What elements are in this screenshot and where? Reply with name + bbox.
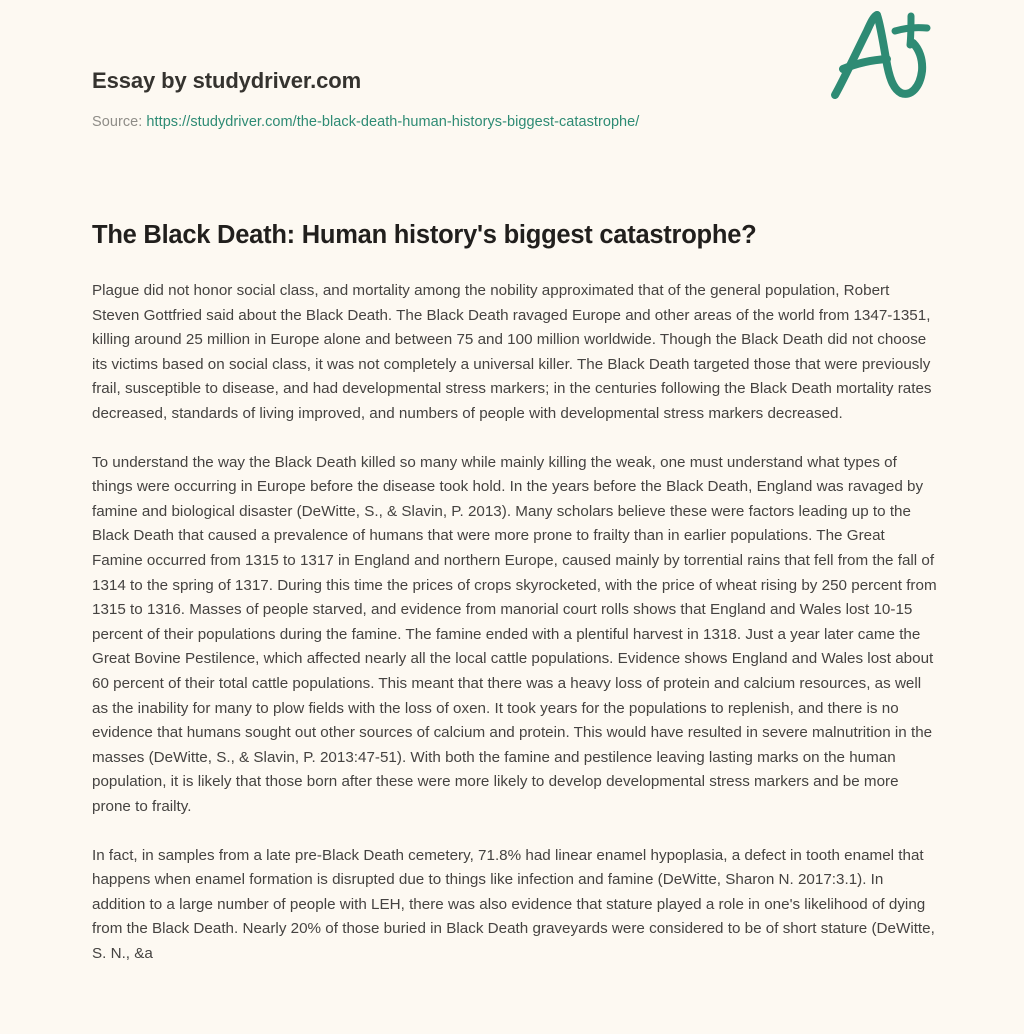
- essay-body: [92, 252, 938, 966]
- paragraph: In fact, in samples from a late pre-Black Death cemetery, 71.8% had linear enamel hypoplasia, a defect in tooth enamel that happens when enamel formation is disrupted due to things like infection and famine (DeWitte, Sharon N. 2017:3.1). In addition to a large number of people with LEH, there was also evidence that stature played a role in one's likelihood of dying from the Black Death. Nearly 20% of those buried in Black Death graveyards were considered to be of short stature (DeWitte, S. N., &a: [92, 846, 935, 962]
- page-header: [92, 0, 932, 132]
- paragraph: To understand the way the Black Death killed so many while mainly killing the weak, one must understand what types of things were occurring in Europe before the disease took hold. In the years before the Black Death, England was ravaged by famine and biological disaster (DeWitte, S., & Slavin, P. 2013). Many scholars believe these were factors leading up to the Black Death that caused a prevalence of humans that were more prone to frailty than in earlier populations. The Great Famine occurred from 1315 to 1317 in England and northern Europe, caused mainly by torrential rains that fell from the fall of 1314 to the spring of 1317. During this time the prices of crops skyrocketed, with the price of wheat rising by 250 percent from 1315 to 1316. Masses of people starved, and evidence from manorial court rolls shows that England and Wales lost 10-15 percent of their populations during the famine. The famine ended with a plentiful harvest in 1318. Just a year later came the Great Bovine Pestilence, which affected nearly all the local cattle populations. Evidence shows England and Wales lost about 60 percent of their total cattle populations. This meant that there was a heavy loss of protein and calcium resources, as well as the inability for many to plow fields with the loss of oxen. It took years for the populations to replenish, and there is no evidence that humans sought out other sources of calcium and protein. This would have resulted in severe malnutrition in the masses (DeWitte, S., & Slavin, P. 2013:47-51). With both the famine and pestilence leaving lasting marks on the human population, it is likely that those born after these were more likely to develop developmental stress markers and be more prone to frailty.: [92, 453, 937, 815]
- brand-title: Essay by studydriver.com: [92, 68, 362, 93]
- source-url-link[interactable]: https://studydriver.com/the-black-death-human-historys-biggest-catastrophe/: [146, 114, 640, 131]
- source-label: Source:: [92, 114, 143, 131]
- source-line: [92, 113, 932, 132]
- paragraph: Plague did not honor social class, and mortality among the nobility approximated that of the general population, Robert Steven Gottfried said about the Black Death. The Black Death ravaged Europe and other areas of the world from 1347-1351, killing around 25 million in Europe alone and between 75 and 100 million worldwide. Though the Black Death did not choose its victims based on social class, it was not completely a universal killer. The Black Death targeted those that were previously frail, susceptible to disease, and had developmental stress markers; in the centuries following the Black Death mortality rates decreased, standards of living improved, and numbers of people with developmental stress markers decreased.: [92, 282, 932, 423]
- essay-title: The Black Death: Human history's biggest catastrophe?: [92, 221, 757, 250]
- a-plus-logo-icon: [827, 7, 935, 103]
